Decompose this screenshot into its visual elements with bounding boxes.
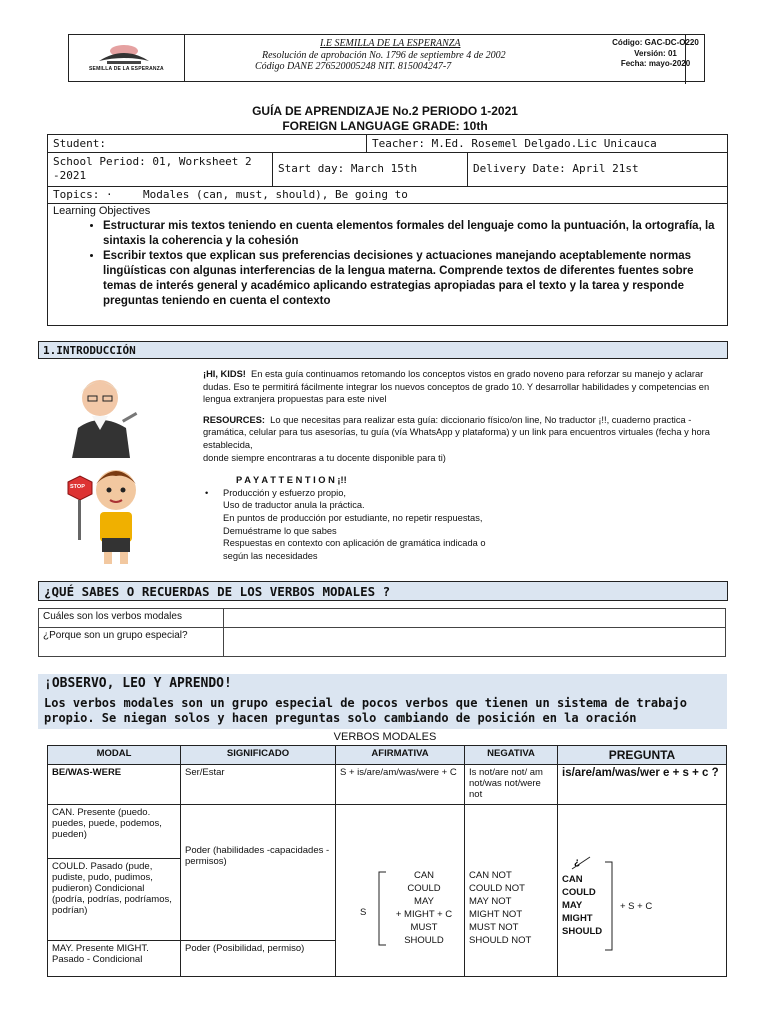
modal-verbs-table — [47, 745, 727, 977]
attention-item: Demuéstrame lo que sabes — [223, 525, 337, 536]
guide-title: GUÍA DE APRENDIZAJE No.2 PERIODO 1-2021 — [252, 104, 518, 118]
answer-cell[interactable] — [224, 628, 726, 657]
start-day: Start day: March 15th — [273, 152, 468, 186]
attention-list — [203, 487, 731, 563]
attention-heading: P A Y A T T E N T I O N ¡!! — [236, 475, 347, 486]
attention-item: Uso de traductor anula la práctica. — [223, 500, 365, 511]
col-header: AFIRMATIVA — [336, 746, 465, 765]
meaning-cell: Poder (habilidades -capacidades - permisos) — [181, 805, 336, 941]
topics-row — [48, 186, 727, 204]
doc-date: Fecha: mayo-2020 — [620, 59, 691, 68]
objective-item: • Estructurar mis textos teniendo en cuenta elementos formales del lenguaje como la puntuación, la ortografía, la sintaxis la coherencia y la cohesión — [103, 219, 722, 249]
teacher-icon — [52, 368, 152, 458]
kid-illustration — [60, 462, 150, 570]
school-period — [48, 152, 273, 186]
modal-cell: MAY. Presente MIGHT. Pasado - Condicional — [48, 941, 181, 977]
attention-item: En puntos de producción por estudiante, no repetir respuestas, — [223, 512, 483, 523]
dane-text: Código DANE 276520005248 NIT. 815004247-7 — [255, 61, 452, 72]
kid-with-stop-sign-icon — [60, 462, 150, 570]
q-modal-list: CAN COULD MAY MIGHT SHOULD — [562, 874, 603, 937]
table-row — [39, 628, 726, 657]
attention-item: según las necesidades — [223, 550, 318, 561]
table-row — [39, 609, 726, 628]
stop-sign-label: STOP — [70, 484, 85, 490]
question-cell: is/are/am/was/wer e + s + c ? — [558, 765, 727, 805]
aff-modal-list: CAN COULD MAY + MIGHT + C MUST SHOULD — [395, 870, 453, 946]
col-header: SIGNIFICADO — [181, 746, 336, 765]
negative-cell: Is not/are not/ am not/was not/were not — [465, 765, 558, 805]
guide-subtitle: FOREIGN LANGUAGE GRADE: 10th — [282, 119, 488, 133]
meaning-cell: Poder (Posibilidad, permiso) — [181, 941, 336, 977]
topics-label: Topics: · — [53, 188, 113, 201]
period-row — [48, 152, 727, 187]
topics-value: Modales (can, must, should), Be going to — [143, 188, 408, 201]
document-header — [68, 34, 705, 82]
question-cell — [558, 805, 727, 977]
logo-caption: SEMILLA DE LA ESPERANZA — [89, 66, 164, 72]
hi-label: ¡HI, KIDS! — [203, 369, 246, 379]
affirmative-cell: S + is/are/am/was/were + C — [336, 765, 465, 805]
school-logo — [69, 35, 185, 81]
question-cell: Cuáles son los verbos modales — [39, 609, 224, 628]
student-row — [48, 135, 727, 153]
observo-text-1: Los verbos modales son un grupo especial de pocos verbos que tienen un sistema de trabajo — [44, 696, 687, 710]
objectives-list — [83, 219, 722, 309]
teacher-illustration — [52, 368, 152, 458]
school-name: I.E SEMILLA DE LA ESPERANZA — [320, 38, 461, 49]
modal-table-title: VERBOS MODALES — [333, 731, 437, 743]
neg-modal-list: CAN NOT COULD NOT MAY NOT MIGHT NOT MUST NOT SHOULD NOT — [469, 870, 532, 946]
doc-code: Código: GAC-DC-O220 — [612, 38, 699, 47]
col-header: MODAL — [48, 746, 181, 765]
attention-item: • Producción y esfuerzo propio, — [205, 487, 346, 498]
question-table — [38, 608, 726, 657]
resources-label: RESOURCES: — [203, 414, 265, 425]
teacher-field: Teacher: M.Ed. Rosemel Delgado.Lic Unicauca — [372, 137, 657, 150]
hi-text: En esta guía continuamos retomando los conceptos vistos en grado noveno para reforzar su manejo y aclarar dudas. Eso te permitirá fácilmente integrar los nuevos conceptos de grado 10. Y desarrollar habilidades y competencias en lengua extranjera propuestas para este nivel — [203, 369, 710, 405]
objective-item: • Escribir textos que explican sus preferencias decisiones y actuaciones manejando aceptablemente normas lingüísticas con algunas interferencias de la lengua materna. Comprende textos de diferentes fuentes sobre temas de interés general y académico aplicando estrategias apropiadas para el texto y la tarea y responde preguntas teniendo en cuenta el contexto — [103, 249, 722, 309]
question-mark-icon — [566, 853, 594, 871]
attention-item: Respuestas en contexto con aplicación de gramática indicada o — [223, 538, 486, 549]
guide-info-box — [47, 134, 728, 326]
bracket-icon — [604, 861, 616, 951]
table-row — [48, 805, 727, 859]
observo-box — [38, 674, 727, 729]
q-structure: + S + C — [620, 901, 653, 912]
observo-text-2: propio. Se niegan solos y hacen preguntas solo cambiando de posición en la oración — [44, 711, 637, 725]
objectives-title: Learning Objectives — [53, 205, 151, 217]
question-heading: ¿QUÉ SABES O RECUERDAS DE LOS VERBOS MODALES ? — [38, 581, 728, 601]
modal-cell: CAN. Presente (puedo. puedes, puede, podemos, pueden) — [48, 805, 181, 859]
table-row — [48, 765, 727, 805]
observo-heading: ¡OBSERVO, LEO Y APRENDO! — [44, 676, 232, 691]
document-codes — [607, 35, 704, 84]
student-field[interactable]: Student: — [48, 135, 367, 152]
intro-heading: 1.INTRODUCCIÓN — [38, 341, 728, 359]
learning-objectives — [53, 205, 722, 309]
answer-cell[interactable] — [224, 609, 726, 628]
col-header: PREGUNTA — [558, 746, 727, 765]
negative-cell — [465, 805, 558, 977]
modal-cell: BE/WAS-WERE — [48, 765, 181, 805]
meaning-cell: Ser/Estar — [181, 765, 336, 805]
affirmative-cell — [336, 805, 465, 977]
question-cell: ¿Porque son un grupo especial? — [39, 628, 224, 657]
resources-text-2: donde siempre encontraras a tu docente disponible para ti) — [203, 452, 446, 463]
intro-text-block — [203, 368, 731, 562]
table-header-row — [48, 746, 727, 765]
aff-subject: S — [360, 907, 367, 918]
svg-text:¿: ¿ — [574, 857, 581, 868]
resolution-text: Resolución de aprobación No. 1796 de septiembre 4 de 2002 — [262, 49, 506, 61]
doc-version: Versión: 01 — [634, 48, 677, 58]
modal-cell: COULD. Pasado (pude, pudiste, pudo, pudimos, pudieron) Condicional (podría, podrías, podríamos, podrían) — [48, 859, 181, 941]
resources-text: Lo que necesitas para realizar esta guía: diccionario físico/on line, No traductor ¡!!, cuaderno practica -gramática, celular para tus asesorías, tu guía (vía WhatsApp y plataforma) y un link para encuentros virtuales (fecha y hora establecida, — [203, 414, 710, 450]
col-header: NEGATIVA — [465, 746, 558, 765]
delivery-date: Delivery Date: April 21st — [473, 162, 639, 175]
school-crest-icon — [69, 35, 184, 81]
school-period-line2: -2021 — [53, 169, 87, 182]
school-period-line1: School Period: 01, Worksheet 2 — [53, 155, 252, 168]
